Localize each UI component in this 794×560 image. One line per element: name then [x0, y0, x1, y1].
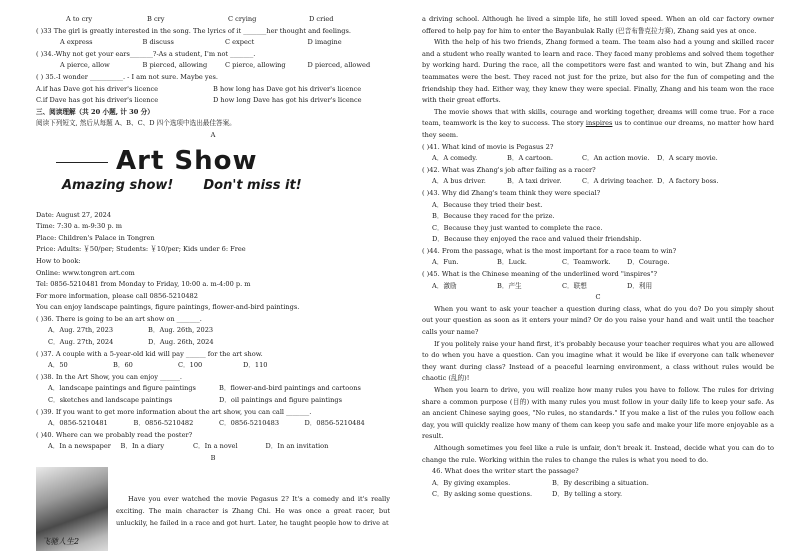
info-more: For more information, please call 0856-5210482: [36, 291, 198, 300]
option: D cried: [309, 15, 334, 23]
option: A．A bus driver.: [432, 177, 486, 186]
question-44: ( )44. From the passage, what is the most important for a race team to win?: [422, 246, 677, 255]
q35-options-cd: [36, 95, 390, 107]
question-39: ( )39. If you want to get more information about the art show, you can call _______.: [36, 407, 312, 416]
q40-options: [36, 441, 338, 453]
option: C．Teamwork.: [562, 258, 611, 267]
option: C．0856-5210483: [219, 419, 280, 428]
question-33: ( )33 The girl is greatly interested in the song. The lyrics of it _______her thought and feelings.: [36, 26, 351, 35]
info-price: Price: Adults: ￥50/per; Students: ￥10/per; Kids under 6: Free: [36, 245, 246, 254]
option: B．flower-and-bird paintings and cartoons: [219, 384, 361, 393]
option: A pierce, allow: [60, 61, 110, 70]
option: B．A cartoon.: [507, 154, 554, 163]
option: A．Fun.: [432, 258, 459, 267]
option: D．Courage.: [627, 258, 670, 267]
option: A．landscape paintings and figure paintings: [48, 384, 196, 393]
q46-options-cd: [422, 489, 672, 501]
info-date: Date: August 27, 2024: [36, 210, 112, 219]
q45-options: [422, 281, 692, 293]
option: B．Because they raced for the prize.: [432, 212, 555, 221]
passage-c-p1: When you want to ask your teacher a question during class, what do you do? Do you simply shout out your question as soon as it enters your mind? Or do you raise your hand and wait until the teacher calls your name?: [422, 304, 774, 337]
option: D．A scary movie.: [657, 154, 718, 163]
slogan-1: Amazing show!: [62, 177, 174, 193]
passage-b-p1: a driving school. Although he lived a simple life, he still loved speed. When an old car factory owner offered to help pay for him to enter the Bayanbulak Rally (巴音布鲁克拉力赛), Zhang said yes at once.: [422, 15, 774, 35]
option: D．By telling a story.: [552, 490, 623, 499]
passage-c-p4: Although sometimes you feel like a rule is unfair, don't break it. Instead, decide what you can do to change the rule. Working within the rules to change the rules is what you need to do.: [422, 443, 774, 464]
info-booking: How to book:: [36, 256, 81, 265]
option: C．A driving teacher.: [582, 177, 654, 186]
info-time: Time: 7:30 a. m-9:30 p. m: [36, 222, 123, 231]
info-tel: Tel: 0856-5210481 from Monday to Friday, 10:00 a. m-4:00 p. m: [36, 280, 251, 289]
passage-c-p2: If you politely raise your hand first, it's probably because your teacher requires what you are allowed to do when you have a question. Can you imagine what it would be like if everyone can talk whenever they want during class? Instead of a peaceful learning environment, a class without rules would be chaotic (乱的)!: [422, 339, 774, 383]
option: B．By describing a situation.: [552, 478, 649, 487]
passage-b-p3: [422, 107, 774, 142]
option: B．产生: [497, 281, 522, 290]
question-42: ( )42. What was Zhang's job after failing as a racer?: [422, 165, 596, 174]
option: C．Aug. 27th, 2024: [48, 338, 114, 347]
option: C．sketches and landscape paintings: [48, 396, 173, 405]
info-enjoy: You can enjoy landscape paintings, figure paintings, flower-and-bird paintings.: [36, 303, 300, 312]
question-41: ( )41. What kind of movie is Pegasus 2?: [422, 142, 554, 151]
option: D．110: [243, 361, 268, 370]
option: C．By asking some questions.: [432, 490, 533, 499]
option: C crying: [228, 15, 257, 23]
question-36: ( )36. There is going to be an art show on _______.: [36, 314, 202, 323]
poster-title: Art Show: [116, 145, 258, 176]
section-heading: 三、阅读理解（共 20 小题, 计 30 分）: [36, 107, 154, 116]
option: C pierce, allowing: [225, 61, 286, 70]
option: B．Luck.: [497, 258, 527, 267]
option: D．Because they enjoyed the race and valued their friendship.: [432, 235, 642, 244]
option: A．50: [48, 361, 68, 370]
option: A to cry: [66, 15, 93, 23]
option: A．By giving examples.: [432, 478, 511, 487]
passage-c-label: C: [595, 293, 601, 302]
q36-options-ab: [36, 325, 248, 337]
option: D pierced, allowed: [307, 61, 371, 70]
option: B discuss: [142, 38, 174, 47]
option: D how long Dave has got his driver's licence: [213, 96, 362, 105]
q42-options: [422, 176, 732, 188]
poster-slogan: [62, 178, 302, 194]
question-35: ( ) 35.-I wonder __________. - I am not sure. Maybe yes.: [36, 72, 219, 81]
option: C．100: [178, 361, 203, 370]
option: B．0856-5210482: [133, 419, 194, 428]
option: C．Because they just wanted to complete the race.: [432, 223, 603, 232]
option: A．Aug. 27th, 2023: [48, 326, 114, 335]
q33-options: [36, 37, 390, 49]
option: A．A comedy.: [432, 154, 478, 163]
option: A.if has Dave got his driver's licence: [36, 84, 159, 93]
section-instruction: 阅读下列短文, 然后从每题 A、B、C、D 四个选项中选出最佳答案。: [36, 119, 236, 128]
option: B pierced, allowing: [142, 61, 208, 70]
p3-text-a: The movie shows that with skills, courage and working together, dreams will come true. For a race team, teamwork is the key to success. The story: [422, 107, 774, 128]
option: B．In a diary: [120, 442, 165, 451]
option: B．60: [113, 361, 133, 370]
movie-poster-image: [36, 467, 108, 551]
option: A．Because they tried their best.: [432, 200, 543, 209]
option: D imagine: [307, 38, 342, 47]
passage-c-p3: When you learn to drive, you will realize how many rules you have to follow. The rules for driving share a common purpose (目的) with many rules you must follow in your daily life to keep your safe. As an ancient Chinese saying goes, "No rules, no standards." If you make a list of the rules you follow each day, you will quickly realize how many of them can keep you safe and make your life more enjoyable as a result.: [422, 386, 774, 441]
question-37: ( )37. A couple with a 5-year-old kid will pay ______ for the art show.: [36, 349, 263, 358]
underlined-word: inspires: [585, 119, 613, 128]
poster-divider: [56, 162, 108, 163]
q44-options: [422, 257, 692, 269]
option: D．oil paintings and figure paintings: [219, 396, 343, 405]
option: C.if Dave has got his driver's licence: [36, 96, 159, 105]
question-40: ( )40. Where can we probably read the poster?: [36, 430, 193, 439]
option: B．A taxi driver.: [507, 177, 562, 186]
q38-options-cd: [36, 395, 390, 407]
q36-options-cd: [36, 337, 248, 349]
option: A．0856-5210481: [48, 419, 108, 428]
option: C．联想: [562, 281, 587, 290]
passage-b-p2: With the help of his two friends, Zhang formed a team. The team also had a young and skilled racer and a student who really wanted to learn and race. They faced many problems and solved them together by working hard. During the race, all the competitors were fast and wanted to win, but Zhang and his teammates were the best. They raced not just for the prize, but also for the fun of competing and the friendship they had. Either way, they knew they were special. Finally, Zhang and his team won the race with their great efforts.: [422, 38, 774, 105]
slogan-2: Don't miss it!: [203, 177, 302, 193]
art-show-poster: [36, 144, 390, 208]
passage-b-label: B: [210, 454, 216, 462]
option: D．利用: [627, 281, 653, 290]
q41-options: [422, 153, 732, 165]
option: C．In a novel: [193, 442, 238, 451]
option: D．In an invitation: [265, 442, 329, 451]
option: C expect: [225, 38, 255, 47]
question-45: ( )45. What is the Chinese meaning of the underlined word "inspires"?: [422, 270, 657, 279]
left-column: [36, 14, 390, 551]
option: A．激励: [432, 281, 457, 290]
q39-options: [36, 418, 390, 430]
right-column: [422, 14, 774, 501]
question-34: ( )34.-Why not get your ears_______?-As a student, I'm not _______.: [36, 49, 256, 58]
q35-options-ab: [36, 84, 390, 96]
option: C．An action movie.: [582, 154, 650, 163]
question-43: ( )43. Why did Zhang's team think they were special?: [422, 188, 601, 197]
option: D．0856-5210484: [304, 419, 365, 428]
option: A．In a newspaper: [48, 442, 111, 451]
q38-options-ab: [36, 383, 390, 395]
passage-b-text: Have you ever watched the movie Pegasus 2? It's a comedy and it's really exciting. The main character is Zhang Chi. He was once a great racer, but unluckily, he failed in a race and got hurt. Later, he taught people how to drive at: [116, 494, 390, 527]
q34-options: [36, 60, 390, 72]
q37-options: [36, 360, 308, 372]
option: B how long has Dave got his driver's licence: [213, 84, 362, 93]
option: B．Aug. 26th, 2023: [148, 326, 214, 335]
p3-text-b: us to continue our dreams, no matter how hard they seem.: [422, 119, 775, 139]
option: B cry: [147, 15, 165, 23]
question-46: 46. What does the writer start the passage?: [432, 467, 579, 476]
option: D．A factory boss.: [657, 177, 719, 186]
passage-b: [36, 467, 390, 551]
option: D．Aug. 26th, 2024: [148, 338, 214, 347]
q46-options-ab: [422, 478, 672, 490]
info-place: Place: Children's Palace in Tongren: [36, 233, 155, 242]
option: A express: [60, 38, 93, 47]
q32-options: [36, 14, 390, 26]
question-38: ( )38. In the Art Show, you can enjoy ______.: [36, 372, 182, 381]
passage-a-label: A: [210, 130, 216, 139]
photo-caption: 飞驰人生2: [42, 537, 80, 546]
info-online: Online: www.tongren art.com: [36, 268, 135, 277]
